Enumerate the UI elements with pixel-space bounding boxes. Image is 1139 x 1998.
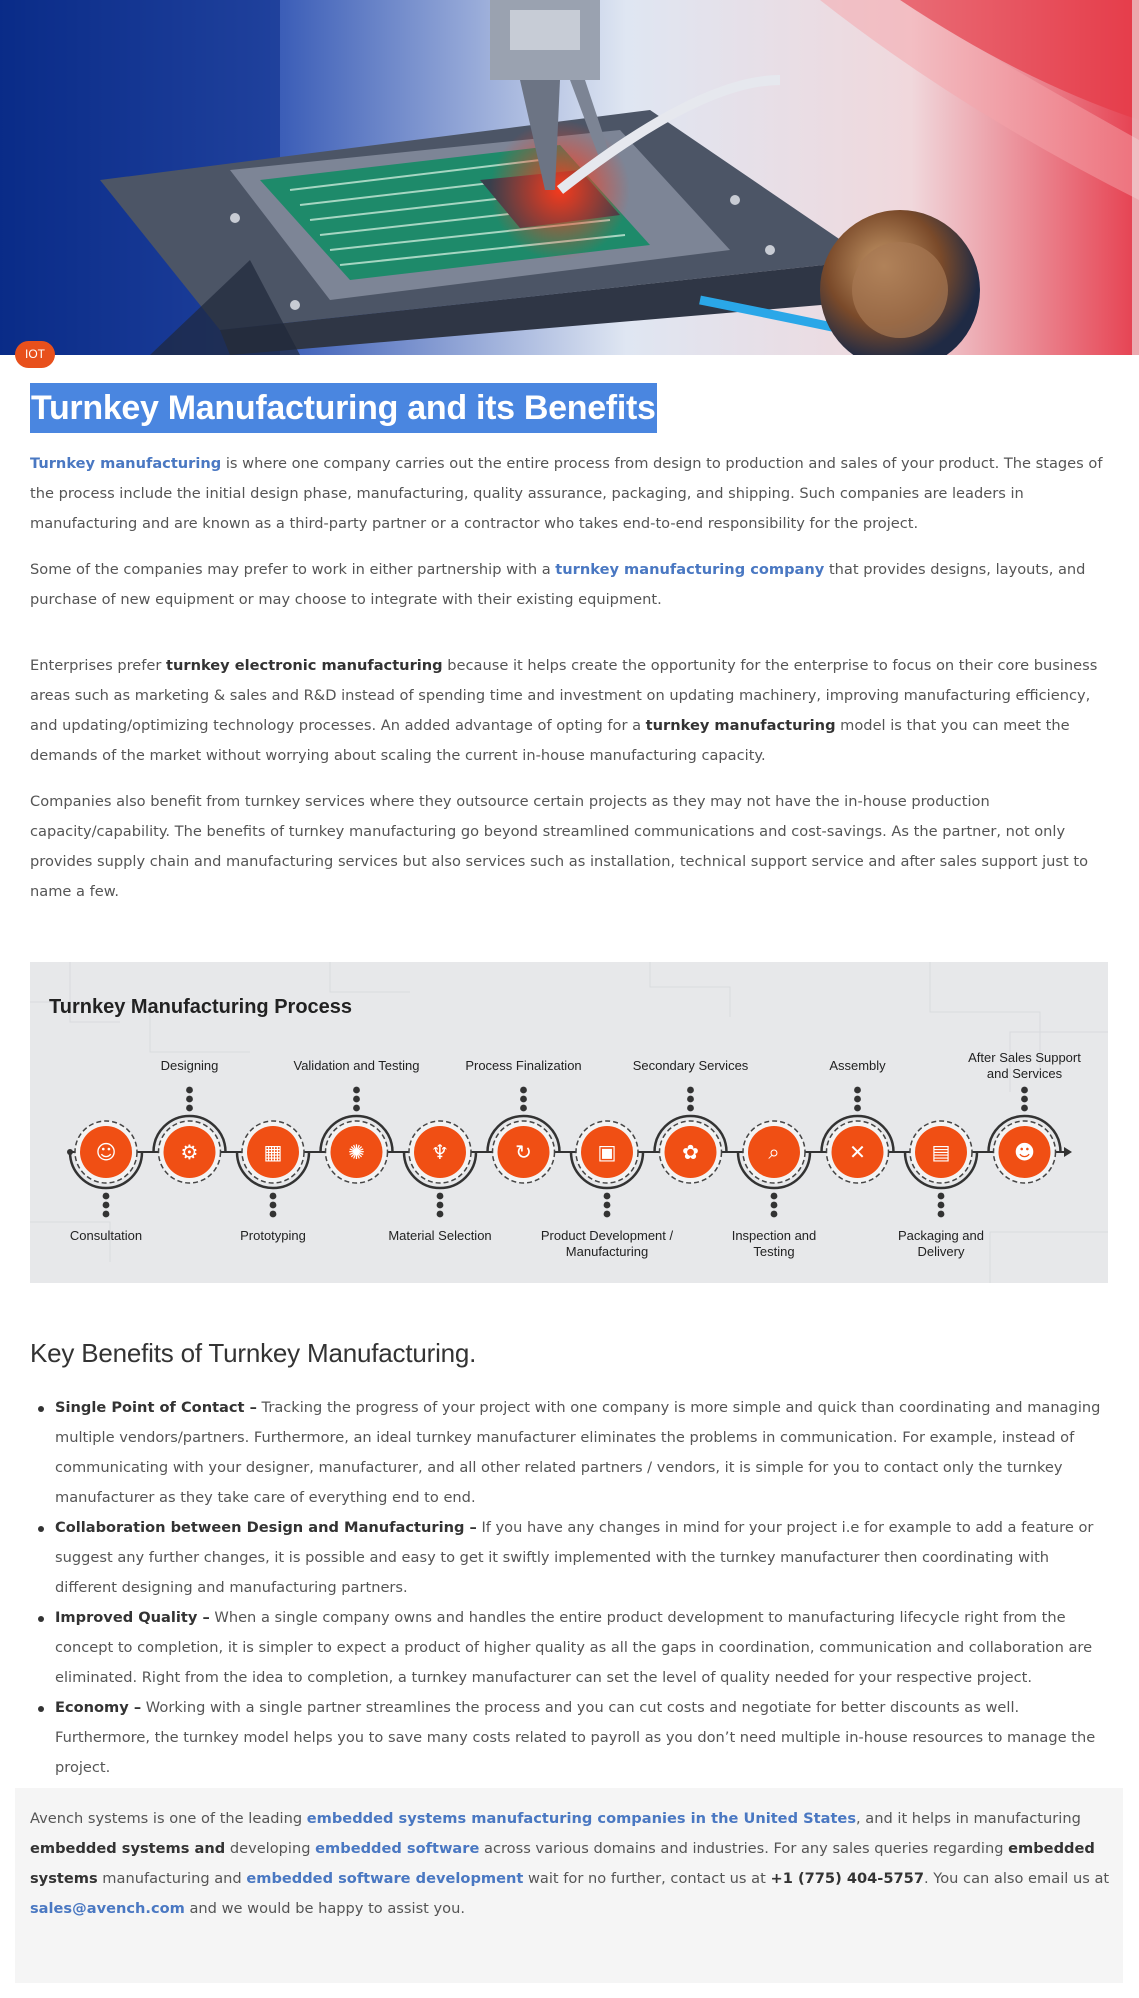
benefits-heading: Key Benefits of Turnkey Manufacturing. — [30, 1338, 477, 1368]
step-icon: ▣ — [597, 1140, 617, 1164]
step-connector-dot — [270, 1202, 277, 1209]
step-connector-dot — [771, 1193, 778, 1200]
step-icon: ✿ — [682, 1140, 699, 1164]
step-connector-dot — [353, 1105, 360, 1112]
step-connector-dot — [1021, 1087, 1028, 1094]
category-tag[interactable]: IOT — [15, 341, 55, 368]
step-label: Product Development / — [540, 1228, 674, 1243]
step-connector-dot — [186, 1096, 193, 1103]
step-connector-dot — [520, 1096, 527, 1103]
step-label: Assembly — [829, 1058, 886, 1073]
step-connector-dot — [687, 1105, 694, 1112]
step-icon: ▦ — [263, 1140, 283, 1164]
step-icon: ☻ — [1014, 1140, 1035, 1164]
process-arrow — [1064, 1147, 1072, 1157]
step-connector-dot — [687, 1096, 694, 1103]
step-connector-dot — [353, 1096, 360, 1103]
process-diagram — [30, 962, 1108, 1283]
step-connector-dot — [103, 1202, 110, 1209]
benefit-item: Improved Quality – When a single company owns and handles the entire product development to manufacturing lifecycle right from the concept to completion, it is simpler to expect a product of higher quality as all the gaps in coordination, communication and collaboration are eliminated. Right from the idea to completion, a turnkey manufacturer can set the level of quality needed for your respective project. — [30, 1603, 1110, 1693]
step-icon: ↻ — [515, 1140, 532, 1164]
step-label-line2: Manufacturing — [565, 1244, 649, 1259]
intro-paragraph: Turnkey manufacturing is where one company carries out the entire process from design to production and sales of your product. The stages of the process include the initial design phase, manufacturing, quality assurance, packaging, and shipping. Such companies are leaders in manufacturing and are known as a third-party partner or a contractor who takes end-to-end responsibility for the project. — [30, 455, 1103, 532]
turnkey-company-link[interactable]: turnkey manufacturing company — [555, 561, 825, 578]
turnkey-manufacturing-link[interactable]: Turnkey manufacturing — [30, 455, 222, 472]
page-title: Turnkey Manufacturing and its Benefits — [30, 383, 657, 433]
benefit-item: Single Point of Contact – Tracking the progress of your project with one company is more simple and quick than coordinating and managing multiple vendors/partners. Furthermore, an ideal turnkey manufacturer eliminates the problems in communication. For example, instead of communicating with your designer, manufacturer, and all other related partners / vendors, it is simple for you to contact only the turnkey manufacturer as they take care of everything end to end. — [30, 1393, 1110, 1513]
step-connector-dot — [1021, 1105, 1028, 1112]
step-icon: ☺ — [95, 1140, 117, 1164]
services-paragraph: Companies also benefit from turnkey services where they outsource certain projects as they may not have the in-house production capacity/capability. The benefits of turnkey manufacturing go beyond streamlined communications and cost-savings. As the partner, not only provides supply chain and manufacturing services but also services such as installation, technical support service and after sales support just to name a few. — [30, 793, 1089, 900]
step-label: Validation and Testing — [293, 1058, 420, 1073]
step-label: Designing — [160, 1058, 219, 1073]
step-connector-dot — [270, 1193, 277, 1200]
step-label: Material Selection — [388, 1228, 492, 1243]
step-connector-dot — [437, 1193, 444, 1200]
step-icon: ⚙ — [180, 1140, 199, 1164]
step-label: Consultation — [69, 1228, 143, 1243]
step-icon: ♆ — [431, 1140, 449, 1164]
phone-number: +1 (775) 404-5757 — [770, 1870, 924, 1887]
step-connector-dot — [186, 1087, 193, 1094]
step-label: Packaging and — [897, 1228, 985, 1243]
step-connector-dot — [103, 1193, 110, 1200]
article-body — [30, 383, 1110, 900]
contact-box — [15, 1788, 1123, 1983]
benefit-item: Collaboration between Design and Manufacturing – If you have any changes in mind for your project i.e for example to add a feature or suggest any further changes, it is possible and easy to get it swiftly implemented with the turnkey manufacturer then coordinating with different designing and manufacturing partners. — [30, 1513, 1110, 1603]
step-label-line2: Delivery — [917, 1244, 965, 1259]
step-icon: ✺ — [348, 1140, 365, 1164]
step-icon: ▤ — [931, 1140, 951, 1164]
step-icon: ⌕ — [768, 1140, 780, 1164]
step-connector-dot — [938, 1202, 945, 1209]
step-connector-dot — [520, 1105, 527, 1112]
step-label: After Sales Support — [968, 1050, 1081, 1065]
sales-email-link[interactable]: sales@avench.com — [30, 1900, 185, 1917]
contact-paragraph: Avench systems is one of the leading embedded systems manufacturing companies in the United States, and it helps in manufacturing embedded systems and developing embedded software across various domains and industries. For any sales queries regarding embedded systems manufacturing and embedded software development wait for no further, contact us at +1 (775) 404-5757. You can also email us at sales@avench.com and we would be happy to assist you. — [30, 1810, 1110, 1917]
process-infographic — [30, 962, 1108, 1283]
step-connector-dot — [353, 1087, 360, 1094]
partnership-paragraph: Some of the companies may prefer to work in either partnership with a turnkey manufacturing company that provides designs, layouts, and purchase of new equipment or may choose to integrate with their existing equipment. — [30, 561, 1086, 608]
step-connector-dot — [520, 1087, 527, 1094]
step-connector-dot — [854, 1087, 861, 1094]
step-connector-dot — [604, 1193, 611, 1200]
step-connector-dot — [437, 1211, 444, 1218]
step-connector-dot — [1021, 1096, 1028, 1103]
step-connector-dot — [186, 1105, 193, 1112]
hero-image — [0, 0, 1139, 355]
embedded-software-link[interactable]: embedded software — [315, 1840, 480, 1857]
benefits-list — [30, 1393, 1110, 1783]
step-connector-dot — [270, 1211, 277, 1218]
step-connector-dot — [938, 1193, 945, 1200]
step-connector-dot — [687, 1087, 694, 1094]
step-connector-dot — [854, 1096, 861, 1103]
step-label: Secondary Services — [632, 1058, 749, 1073]
enterprise-paragraph: Enterprises prefer turnkey electronic manufacturing because it helps create the opportunity for the enterprise to focus on their core business areas such as marketing & sales and R&D instead of spending time and investment on updating machinery, improving manufacturing efficiency, and updating/optimizing technology processes. An added advantage of opting for a turnkey manufacturing model is that you can meet the demands of the market without worrying about scaling the current in-house manufacturing capacity. — [30, 657, 1098, 764]
pcb-machine-illustration — [0, 0, 1139, 355]
step-label: Process Finalization — [465, 1058, 582, 1073]
embedded-software-development-link[interactable]: embedded software development — [246, 1870, 524, 1887]
step-connector-dot — [604, 1202, 611, 1209]
step-connector-dot — [103, 1211, 110, 1218]
step-connector-dot — [437, 1202, 444, 1209]
benefit-item: Economy – Working with a single partner streamlines the process and you can cut costs and negotiate for better discounts as well. Furthermore, the turnkey model helps you to save many costs related to payroll as you don’t need multiple in-house resources to manage the project. — [30, 1693, 1110, 1783]
step-connector-dot — [771, 1202, 778, 1209]
step-label: Inspection and — [731, 1228, 817, 1243]
embedded-companies-link[interactable]: embedded systems manufacturing companies in the United States — [306, 1810, 857, 1827]
step-label: Prototyping — [240, 1228, 306, 1243]
process-title: Turnkey Manufacturing Process — [49, 996, 353, 1018]
step-connector-dot — [604, 1211, 611, 1218]
step-connector-dot — [938, 1211, 945, 1218]
step-connector-dot — [771, 1211, 778, 1218]
step-label-line2: and Services — [986, 1066, 1063, 1081]
step-label-line2: Testing — [753, 1244, 795, 1259]
step-connector-dot — [854, 1105, 861, 1112]
step-icon: ✕ — [849, 1140, 866, 1164]
